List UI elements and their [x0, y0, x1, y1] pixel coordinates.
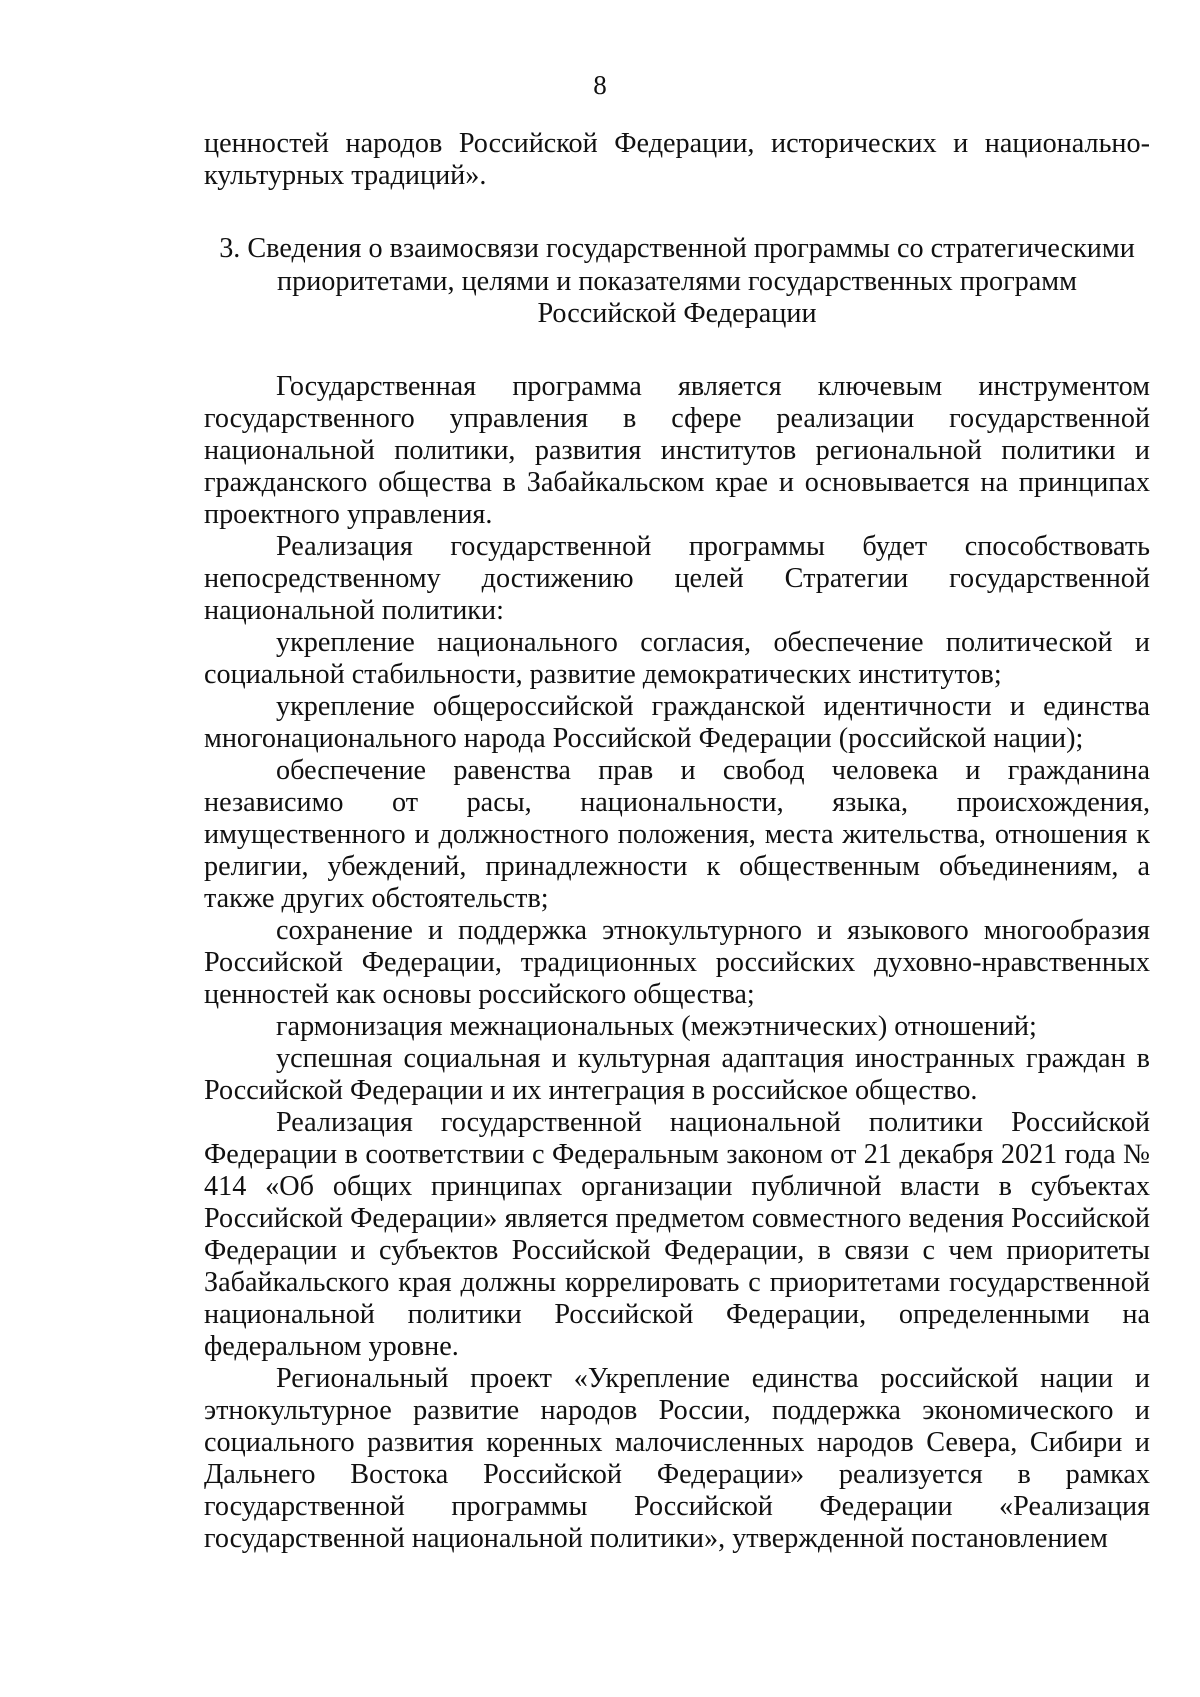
list-item-paragraph: сохранение и поддержка этнокультурного и языкового многообразия Российской Федерации, традиционных российских духовно-нравственных ценностей как основы российского общества;: [204, 914, 1150, 1010]
section-heading-line: приоритетами, целями и показателями государственных программ: [277, 265, 1077, 297]
body-paragraph: Государственная программа является ключевым инструментом государственного управления в сфере реализации государственной национальной политики, развития институтов региональной политики и гражданского общества в Забайкальском крае и основывается на принципах проектного управления.: [204, 370, 1150, 530]
section-heading-line: Российской Федерации: [537, 298, 817, 329]
list-item-paragraph: укрепление национального согласия, обеспечение политической и социальной стабильности, развитие демократических институтов;: [204, 626, 1150, 690]
continuation-paragraph: ценностей народов Российской Федерации, исторических и национально-культурных традиций».: [204, 128, 1150, 191]
section-heading: [204, 233, 1150, 331]
list-item-paragraph: гармонизация межнациональных (межэтнических) отношений;: [276, 1010, 1037, 1042]
list-item-paragraph: укрепление общероссийской гражданской идентичности и единства многонационального народа Российской Федерации (российской нации);: [204, 690, 1150, 754]
body-paragraph: Региональный проект «Укрепление единства российской нации и этнокультурное развитие народов России, поддержка экономического и социального развития коренных малочисленных народов Севера, Сибири и Дальнего Востока Российской Федерации» реализуется в рамках государственной программы Российской Федерации «Реализация государственной национальной политики», утвержденной постановлением: [204, 1362, 1150, 1554]
page-number: 8: [593, 70, 607, 100]
list-item-paragraph: успешная социальная и культурная адаптация иностранных граждан в Российской Федерации и их интеграция в российское общество.: [204, 1042, 1150, 1106]
document-body: [204, 128, 1150, 1555]
body-paragraph: Реализация государственной национальной политики Российской Федерации в соответствии с Федеральным законом от 21 декабря 2021 года № 414 «Об общих принципах организации публичной власти в субъектах Российской Федерации» является предметом совместного ведения Российской Федерации и субъектов Российской Федерации, в связи с чем приоритеты Забайкальского края должны коррелировать с приоритетами государственной национальной политики Российской Федерации, определенными на федеральном уровне.: [204, 1106, 1150, 1362]
list-item-paragraph: обеспечение равенства прав и свобод человека и гражданина независимо от расы, национальности, языка, происхождения, имущественного и должностного положения, места жительства, отношения к религии, убеждений, принадлежности к общественным объединениям, а также других обстоятельств;: [204, 754, 1150, 914]
section-heading-line: 3. Сведения о взаимосвязи государственной программы со стратегическими: [219, 233, 1135, 264]
body-paragraph: Реализация государственной программы будет способствовать непосредственному достижению целей Стратегии государственной национальной политики:: [204, 530, 1150, 626]
